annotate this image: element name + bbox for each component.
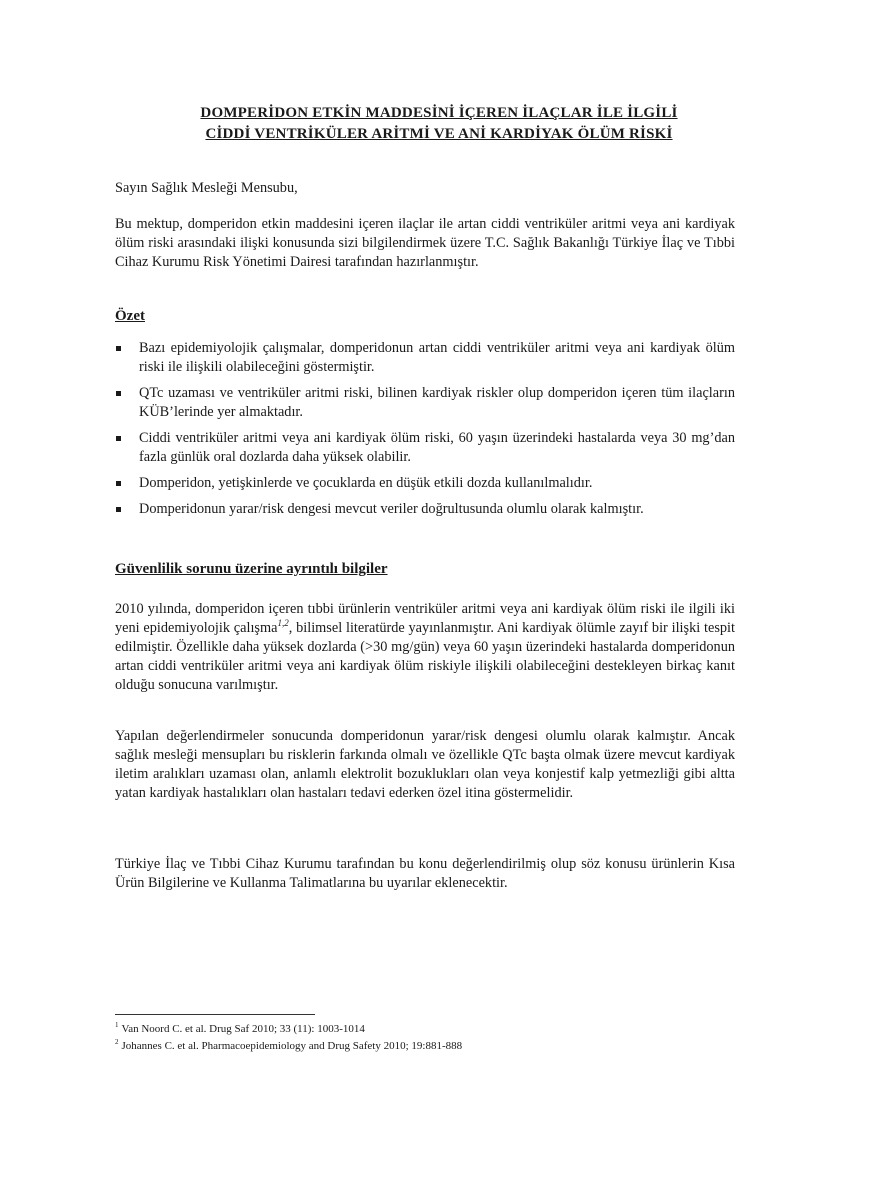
summary-item bbox=[115, 429, 735, 467]
bullet-icon bbox=[116, 507, 121, 512]
footnote-text: Johannes C. et al. Pharmacoepidemiology and Drug Safety 2010; 19:881-888 bbox=[121, 1040, 463, 1052]
summary-heading: Özet bbox=[115, 308, 145, 324]
bullet-icon bbox=[116, 436, 121, 441]
summary-item-text: Bazı epidemiyolojik çalışmalar, domperidonun artan ciddi ventriküler aritmi veya ani kardiyak ölüm riski ile ilişkili olabileceğini göstermiştir. bbox=[139, 340, 735, 375]
details-paragraph-2: Yapılan değerlendirmeler sonucunda domperidonun yarar/risk dengesi olumlu olarak kalmıştır. Ancak sağlık mesleği mensupları bu risklerin farkında olmalı ve özellikle QTc başta olmak üzere mevcut kardiyak iletim aralıkları uzaması olan, anlamlı elektrolit bozuklukları olan veya konjestif kalp yetmezliği gibi altta yatan kardiyak hastalıkları olan hastaları tedavi ederken özel itina göstermelidir. bbox=[115, 728, 735, 801]
footnote-text: Van Noord C. et al. Drug Saf 2010; 33 (11): 1003-1014 bbox=[121, 1023, 365, 1035]
summary-item-text: Domperidon, yetişkinlerde ve çocuklarda en düşük etkili dozda kullanılmalıdır. bbox=[139, 475, 593, 491]
summary-item bbox=[115, 500, 735, 519]
summary-item bbox=[115, 474, 735, 493]
summary-item-text: Ciddi ventriküler aritmi veya ani kardiyak ölüm riski, 60 yaşın üzerindeki hastalarda veya 30 mg’dan fazla günlük oral dozlarda daha yüksek olabilir. bbox=[139, 430, 735, 465]
bullet-icon bbox=[116, 481, 121, 486]
details-paragraph-1 bbox=[115, 600, 735, 695]
summary-item-text: Domperidonun yarar/risk dengesi mevcut veriler doğrultusunda olumlu olarak kalmıştır. bbox=[139, 501, 644, 517]
footnote-mark: 2 bbox=[115, 1038, 119, 1047]
intro-paragraph: Bu mektup, domperidon etkin maddesini içeren ilaçlar ile artan ciddi ventriküler aritmi veya ani kardiyak ölüm riski arasındaki ilişki konusunda sizi bilgilendirmek üzere T.C. Sağlık Bakanlığı Türkiye İlaç ve Tıbbi Cihaz Kurumu Risk Yönetimi Dairesi tarafından hazırlanmıştır. bbox=[115, 216, 735, 270]
details-p1-text: 2010 yılında, domperidon içeren tıbbi ürünlerin ventriküler aritmi veya ani kardiyak ölüm riski ile ilgili iki yeni epidemiyolojik çalışma bbox=[115, 601, 735, 636]
footnote-divider bbox=[115, 1014, 315, 1015]
footnote-item bbox=[115, 1038, 735, 1055]
bullet-icon bbox=[116, 391, 121, 396]
document-title bbox=[115, 103, 763, 145]
details-heading: Güvenlilik sorunu üzerine ayrıntılı bilgiler bbox=[115, 561, 388, 577]
footnote-ref: 1,2 bbox=[277, 618, 289, 629]
summary-item-text: QTc uzaması ve ventriküler aritmi riski, bilinen kardiyak riskler olup domperidon içeren tüm ilaçların KÜB’lerinde yer almaktadır. bbox=[139, 385, 735, 420]
bullet-icon bbox=[116, 346, 121, 351]
details-p1-text-cont: , bilimsel literatürde yayınlanmıştır. Ani kardiyak ölümle zayıf bir ilişki tespit edilmiştir. Özellikle daha yüksek dozlarda (>30 mg/gün) veya 60 yaşın üzerindeki hastalarda domperidonun artan ciddi ventriküler aritmi veya ani kardiyak ölüm riskiyle ilişkili olabileceğini destekleyen birkaç kanıt olduğu sonucuna varılmıştır. bbox=[115, 620, 735, 693]
title-line-2: CİDDİ VENTRİKÜLER ARİTMİ VE ANİ KARDİYAK ÖLÜM RİSKİ bbox=[205, 126, 673, 142]
summary-list bbox=[115, 339, 735, 526]
footnote-item bbox=[115, 1021, 735, 1038]
summary-item bbox=[115, 339, 735, 377]
greeting: Sayın Sağlık Mesleği Mensubu, bbox=[115, 180, 298, 196]
summary-item bbox=[115, 384, 735, 422]
title-line-1: DOMPERİDON ETKİN MADDESİNİ İÇEREN İLAÇLAR İLE İLGİLİ bbox=[200, 105, 678, 121]
footnote-mark: 1 bbox=[115, 1021, 119, 1030]
footnotes bbox=[115, 1021, 735, 1055]
details-paragraph-3: Türkiye İlaç ve Tıbbi Cihaz Kurumu tarafından bu konu değerlendirilmiş olup söz konusu ürünlerin Kısa Ürün Bilgilerine ve Kullanma Talimatlarına bu uyarılar eklenecektir. bbox=[115, 856, 735, 891]
